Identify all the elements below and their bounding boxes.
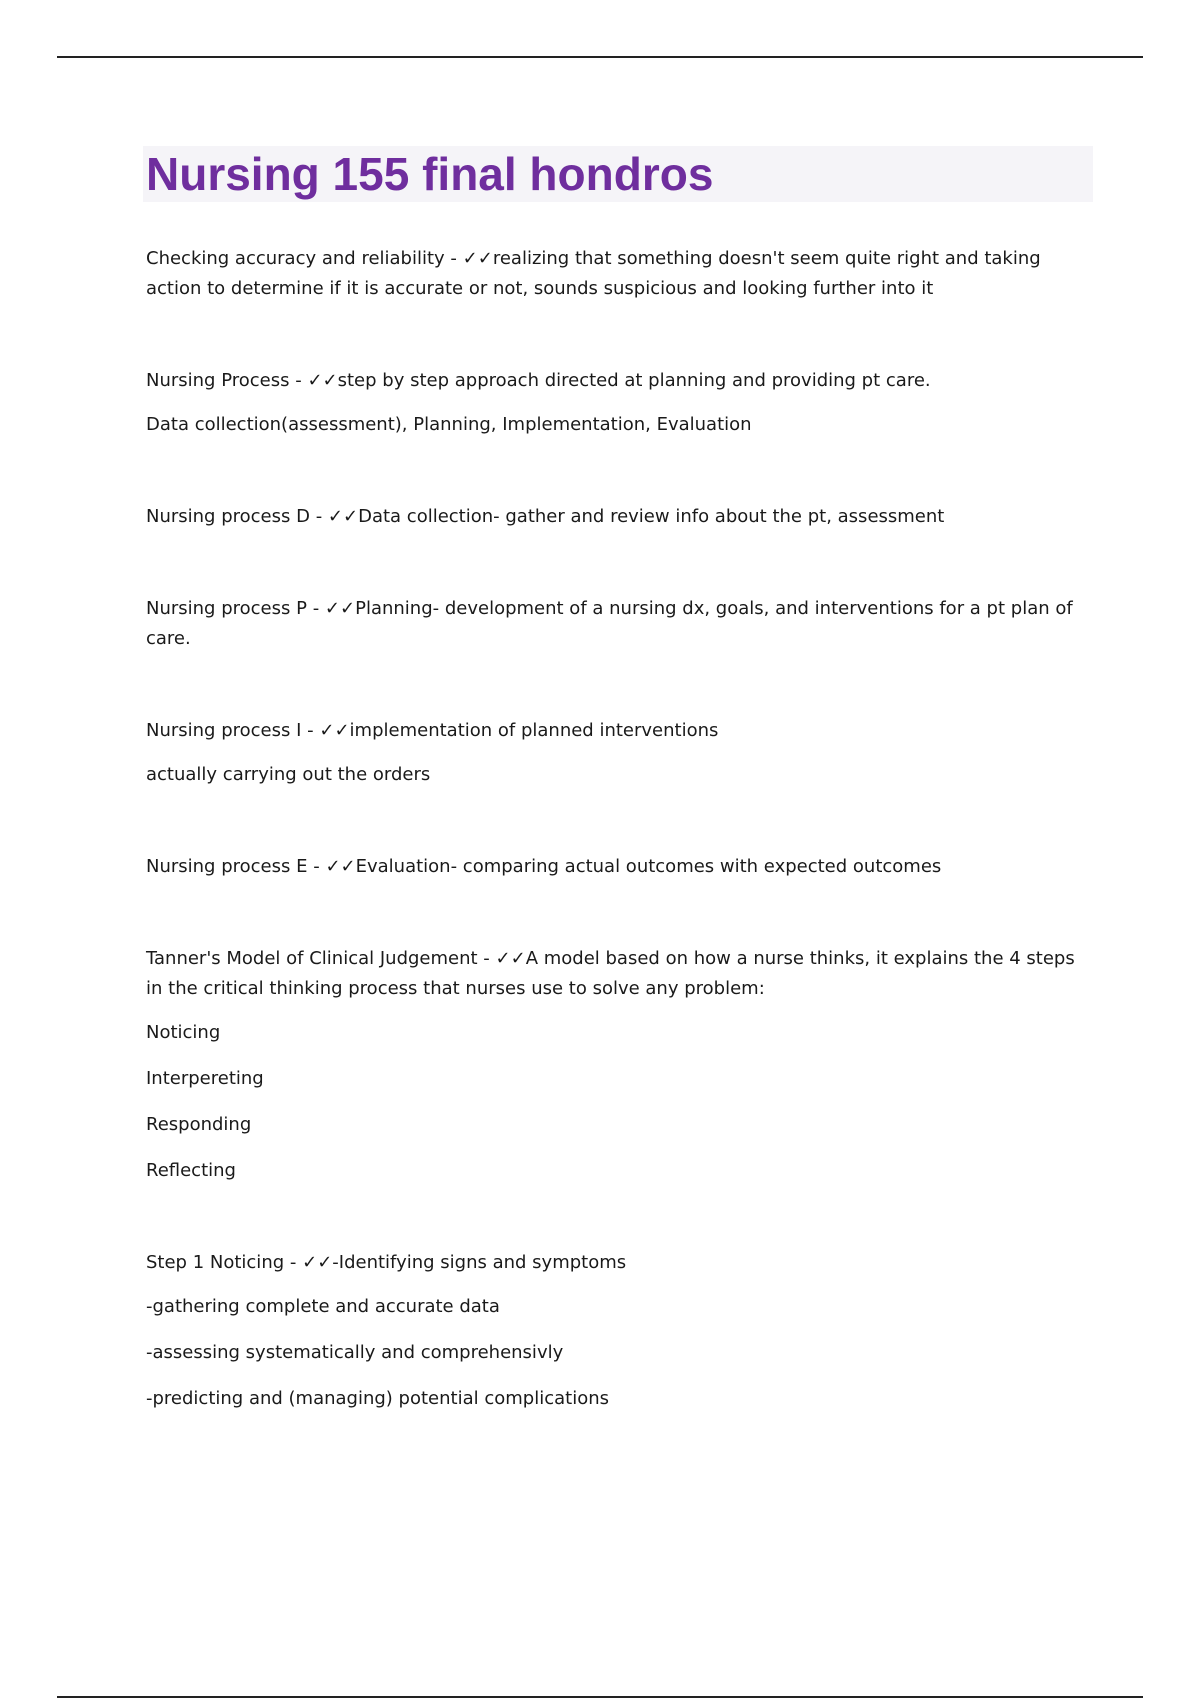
double-check-icon: ✓✓ [319, 720, 350, 741]
flashcard-entry [146, 716, 1086, 790]
entry-line [146, 502, 1086, 532]
entry-definition: step by step approach directed at planning and providing pt care. [337, 370, 931, 391]
flashcard-entry [146, 594, 1086, 654]
double-check-icon: ✓✓ [495, 948, 526, 969]
flashcard-entry [146, 366, 1086, 440]
entry-definition: implementation of planned interventions [349, 720, 719, 741]
entry-term: Nursing Process [146, 370, 290, 391]
entry-separator: - [289, 370, 308, 391]
entry-separator: - [477, 948, 496, 969]
entry-extra-line: -predicting and (managing) potential complications [146, 1388, 609, 1409]
entry-definition: -Identifying signs and symptoms [332, 1252, 627, 1273]
entry-definition: realizing that something doesn't seem quite right and taking action to determine if it is accurate or not, sounds suspicious and looking further into it [146, 248, 1041, 299]
bottom-rule [57, 1696, 1143, 1698]
entry-term: Tanner's Model of Clinical Judgement [146, 948, 478, 969]
entry-extra-line: Reflecting [146, 1160, 236, 1181]
entry-line [146, 944, 1086, 1004]
entry-separator: - [307, 856, 326, 877]
double-check-icon: ✓✓ [307, 370, 338, 391]
entry-term: Nursing process I [146, 720, 302, 741]
entry-line [146, 594, 1086, 654]
flashcard-entry [146, 852, 1086, 882]
entry-separator: - [301, 720, 320, 741]
entry-line [146, 716, 1086, 746]
entry-extra-line: Data collection(assessment), Planning, Implementation, Evaluation [146, 414, 752, 435]
entry-line [146, 852, 1086, 882]
entry-definition: A model based on how a nurse thinks, it explains the 4 steps in the critical thinking process that nurses use to solve any problem: [146, 948, 1075, 999]
entry-line [146, 244, 1086, 304]
entry-separator: - [309, 506, 328, 527]
entry-term: Nursing process D [146, 506, 310, 527]
entry-term: Step 1 Noticing [146, 1252, 285, 1273]
entry-extra-line: Noticing [146, 1022, 221, 1043]
entry-extra-line: Interpereting [146, 1068, 264, 1089]
entry-extra-line: Responding [146, 1114, 252, 1135]
entry-extra-line: actually carrying out the orders [146, 764, 431, 785]
entry-extra-line: -assessing systematically and comprehensivly [146, 1342, 564, 1363]
flashcard-entry [146, 944, 1086, 1186]
entry-definition: Planning- development of a nursing dx, goals, and interventions for a pt plan of care. [146, 598, 1073, 649]
entry-term: Nursing process E [146, 856, 308, 877]
entry-line [146, 1248, 1086, 1278]
double-check-icon: ✓✓ [462, 248, 493, 269]
entry-line [146, 366, 1086, 396]
document-title: Nursing 155 final hondros [146, 148, 714, 200]
entry-separator: - [444, 248, 463, 269]
entry-term: Nursing process P [146, 598, 307, 619]
entry-definition: Evaluation- comparing actual outcomes with expected outcomes [355, 856, 942, 877]
double-check-icon: ✓✓ [324, 598, 356, 619]
top-rule [57, 56, 1143, 58]
entry-extra-line: -gathering complete and accurate data [146, 1296, 500, 1317]
entry-separator: - [284, 1252, 303, 1273]
flashcard-entry [146, 244, 1086, 304]
entry-term: Checking accuracy and reliability [146, 248, 445, 269]
flashcard-entry [146, 1248, 1086, 1414]
flashcard-list [146, 244, 1086, 1476]
flashcard-entry [146, 502, 1086, 532]
double-check-icon: ✓✓ [325, 856, 356, 877]
double-check-icon: ✓✓ [302, 1252, 333, 1273]
double-check-icon: ✓✓ [327, 506, 359, 527]
entry-definition: Data collection- gather and review info about the pt, assessment [358, 506, 945, 527]
entry-separator: - [306, 598, 325, 619]
